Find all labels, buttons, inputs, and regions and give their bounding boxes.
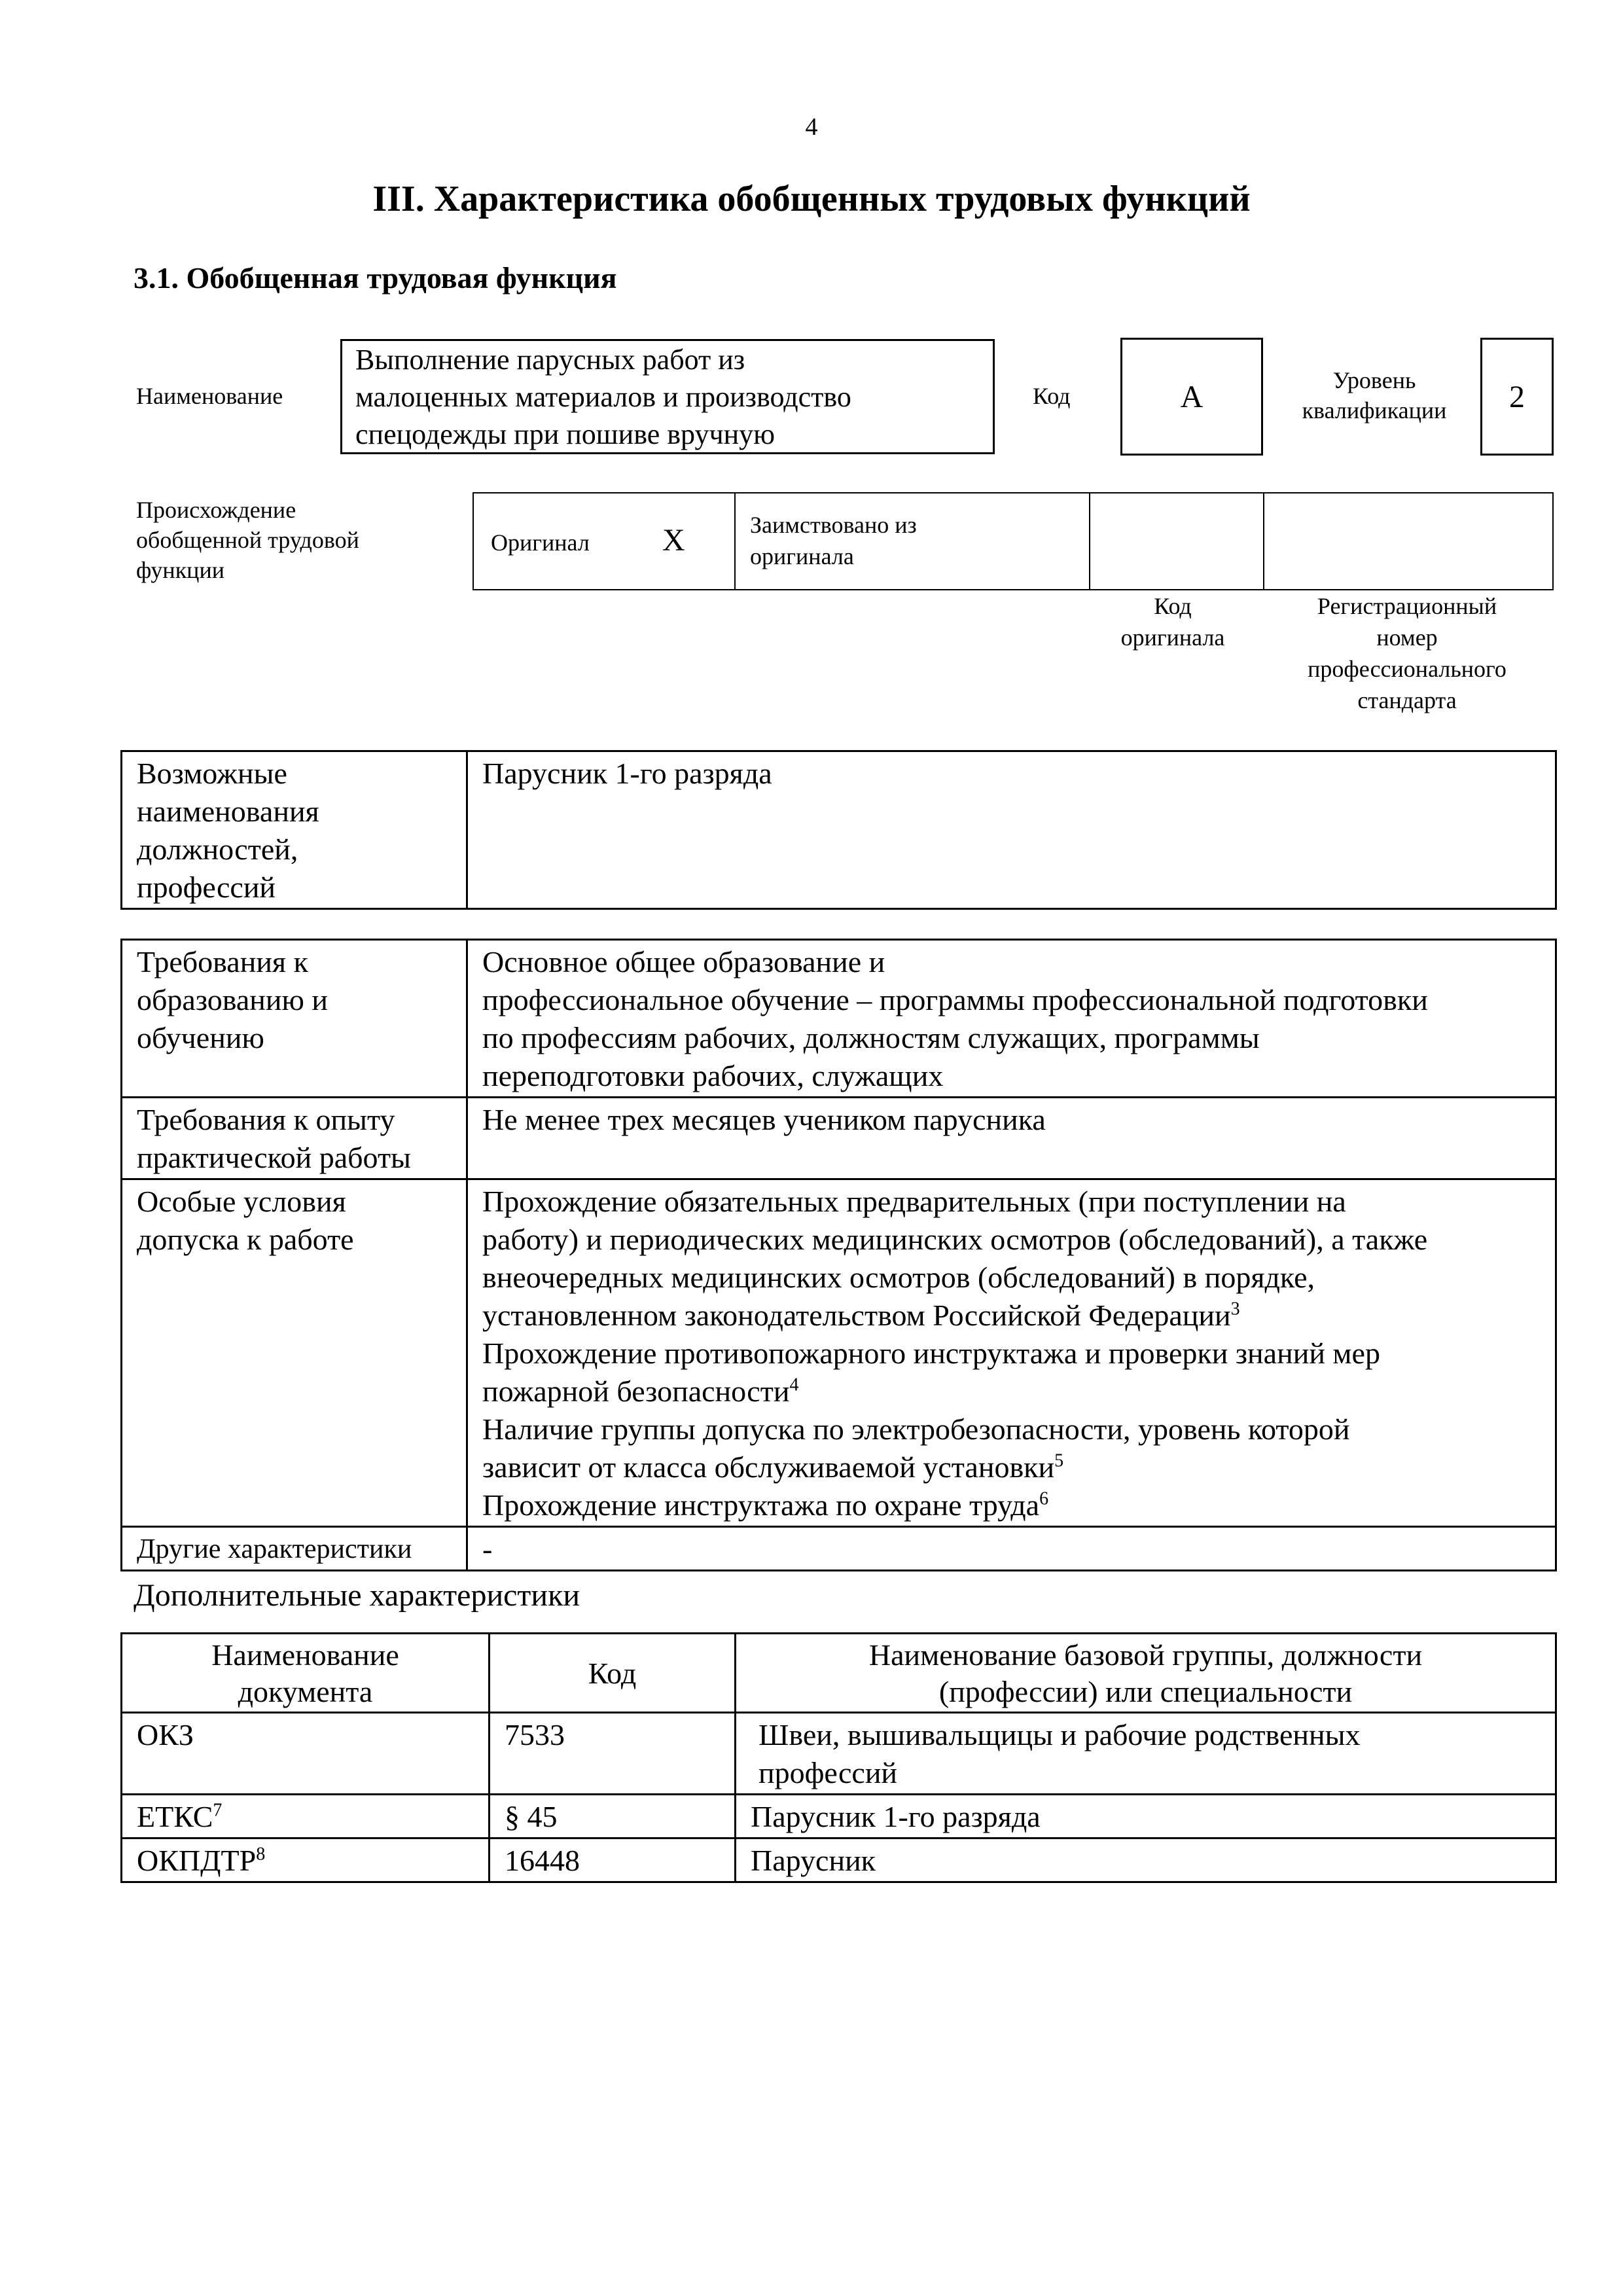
name-label: Наименование bbox=[136, 383, 283, 409]
positions-label-line: профессий bbox=[137, 870, 276, 904]
name-cell bbox=[736, 1713, 1556, 1795]
column-header-document bbox=[122, 1634, 490, 1713]
positions-label-line: Возможные bbox=[137, 757, 287, 790]
doc-cell bbox=[122, 1839, 490, 1882]
requirement-label-line: Требования к bbox=[137, 945, 308, 978]
requirement-label-line: Другие характеристики bbox=[137, 1534, 412, 1564]
level-value-box bbox=[1480, 338, 1554, 456]
section-title: III. Характеристика обобщенных трудовых функций bbox=[372, 179, 1251, 219]
function-name-line: Выполнение парусных работ из bbox=[355, 344, 745, 376]
requirement-value bbox=[467, 1098, 1556, 1179]
borrowed-label-line: оригинала bbox=[750, 543, 854, 569]
requirement-value bbox=[467, 940, 1556, 1098]
table-header-row bbox=[122, 1634, 1556, 1713]
column-header-line: (профессии) или специальности bbox=[938, 1675, 1353, 1708]
level-label bbox=[1283, 365, 1466, 425]
borrowed-label-line: Заимствовано из bbox=[750, 512, 917, 538]
original-mark: Х bbox=[662, 523, 685, 558]
doc-cell bbox=[122, 1713, 490, 1795]
function-name-line: малоценных материалов и производство bbox=[355, 381, 851, 413]
origin-label-line: Происхождение bbox=[136, 497, 296, 523]
requirement-value-line: по профессиям рабочих, должностям служащих, программы bbox=[482, 1021, 1260, 1054]
requirement-value-text: установленном законодательством Российской Федерации bbox=[482, 1299, 1231, 1332]
requirement-label bbox=[122, 1098, 467, 1179]
positions-value: Парусник 1-го разряда bbox=[467, 751, 1556, 909]
requirement-label bbox=[122, 1527, 467, 1571]
origin-label-line: функции bbox=[136, 557, 224, 583]
positions-table bbox=[120, 750, 1557, 910]
requirement-value bbox=[467, 1527, 1556, 1571]
footnote-ref: 6 bbox=[1039, 1488, 1049, 1509]
level-label-line: квалификации bbox=[1302, 397, 1447, 423]
requirement-value-line bbox=[482, 1448, 1541, 1486]
requirement-value-line: профессиональное обучение – программы профессиональной подготовки bbox=[482, 983, 1428, 1016]
table-row bbox=[122, 1179, 1556, 1527]
code-label: Код bbox=[1033, 383, 1071, 409]
function-name-box bbox=[340, 339, 995, 454]
doc-name: ЕТКС bbox=[137, 1800, 213, 1833]
subsection-title: 3.1. Обобщенная трудовая функция bbox=[134, 261, 617, 295]
requirement-label-line: Особые условия bbox=[137, 1185, 346, 1218]
registration-number-caption bbox=[1263, 590, 1551, 716]
code-cell: 7533 bbox=[490, 1713, 736, 1795]
requirement-label-line: обучению bbox=[137, 1021, 264, 1054]
original-code-caption-line: оригинала bbox=[1120, 624, 1225, 651]
doc-name: ОКЗ bbox=[137, 1718, 194, 1751]
name-cell bbox=[736, 1795, 1556, 1839]
requirement-value-text: зависит от класса обслуживаемой установки bbox=[482, 1450, 1055, 1484]
name-line: Парусник 1-го разряда bbox=[751, 1800, 1041, 1833]
borrowed-label bbox=[750, 509, 917, 572]
requirements-table bbox=[120, 939, 1557, 1571]
requirement-value-line bbox=[482, 1372, 1541, 1410]
footnote-ref: 5 bbox=[1054, 1450, 1064, 1471]
requirement-value bbox=[467, 1179, 1556, 1527]
name-line: Парусник bbox=[751, 1844, 876, 1877]
requirement-value-text: пожарной безопасности bbox=[482, 1374, 790, 1408]
requirement-value-line: Наличие группы допуска по электробезопасности, уровень которой bbox=[482, 1412, 1350, 1446]
table-row bbox=[122, 751, 1556, 909]
original-code-caption bbox=[1088, 590, 1258, 653]
code-value-box bbox=[1120, 338, 1263, 456]
requirement-label-line: допуска к работе bbox=[137, 1223, 354, 1256]
doc-cell bbox=[122, 1795, 490, 1839]
positions-label-line: наименования bbox=[137, 795, 319, 828]
requirement-value-line: - bbox=[482, 1532, 493, 1566]
table-row bbox=[122, 1839, 1556, 1882]
footnote-ref: 8 bbox=[256, 1844, 266, 1865]
additional-title: Дополнительные характеристики bbox=[134, 1578, 580, 1613]
code-cell: § 45 bbox=[490, 1795, 736, 1839]
additional-table bbox=[120, 1632, 1557, 1883]
function-name-line: спецодежды при пошиве вручную bbox=[355, 418, 776, 450]
requirement-label-line: образованию и bbox=[137, 983, 328, 1016]
requirement-value-line: Не менее трех месяцев учеником парусника bbox=[482, 1103, 1046, 1136]
requirement-value-line bbox=[482, 1486, 1541, 1524]
column-header-line: документа bbox=[238, 1675, 373, 1708]
requirement-label bbox=[122, 940, 467, 1098]
positions-label-line: должностей, bbox=[137, 833, 298, 866]
table-row bbox=[122, 940, 1556, 1098]
page-number: 4 bbox=[805, 113, 818, 141]
origin-label bbox=[136, 495, 359, 585]
column-header-line: Наименование bbox=[211, 1638, 399, 1672]
original-label: Оригинал bbox=[491, 529, 590, 556]
column-header-name bbox=[736, 1634, 1556, 1713]
name-line: Швеи, вышивальщицы и рабочие родственных bbox=[758, 1718, 1361, 1751]
requirement-value-line: Прохождение обязательных предварительных (при поступлении на bbox=[482, 1185, 1346, 1218]
column-header-code: Код bbox=[490, 1634, 736, 1713]
name-cell bbox=[736, 1839, 1556, 1882]
registration-caption-line: профессионального bbox=[1308, 656, 1507, 682]
original-code-caption-line: Код bbox=[1154, 593, 1192, 619]
footnote-ref: 7 bbox=[213, 1800, 223, 1821]
table-row bbox=[122, 1527, 1556, 1571]
footnote-ref: 3 bbox=[1230, 1299, 1240, 1319]
table-row bbox=[122, 1098, 1556, 1179]
requirement-value-line: внеочередных медицинских осмотров (обследований) в порядке, bbox=[482, 1261, 1315, 1294]
code-cell: 16448 bbox=[490, 1839, 736, 1882]
requirement-label-line: практической работы bbox=[137, 1141, 411, 1174]
registration-caption-line: Регистрационный bbox=[1317, 593, 1497, 619]
registration-caption-line: номер bbox=[1376, 624, 1438, 651]
table-row bbox=[122, 1795, 1556, 1839]
requirement-value-line: Основное общее образование и bbox=[482, 945, 885, 978]
requirement-value-line: работу) и периодических медицинских осмотров (обследований), а также bbox=[482, 1223, 1428, 1256]
column-header-line: Наименование базовой группы, должности bbox=[868, 1638, 1423, 1672]
doc-name: ОКПДТР bbox=[137, 1844, 257, 1877]
requirement-value-line: переподготовки рабочих, служащих bbox=[482, 1059, 944, 1092]
name-line: профессий bbox=[758, 1756, 898, 1789]
code-value: А bbox=[1180, 379, 1204, 414]
registration-caption-line: стандарта bbox=[1357, 687, 1457, 713]
requirement-value-line bbox=[482, 1297, 1541, 1335]
footnote-ref: 4 bbox=[789, 1374, 799, 1395]
origin-table bbox=[473, 492, 1554, 590]
requirement-value-line: Прохождение противопожарного инструктажа и проверки знаний мер bbox=[482, 1336, 1380, 1370]
table-row bbox=[122, 1713, 1556, 1795]
level-label-line: Уровень bbox=[1332, 367, 1416, 393]
level-value: 2 bbox=[1509, 379, 1525, 414]
requirement-value-text: Прохождение инструктажа по охране труда bbox=[482, 1488, 1040, 1522]
requirement-label-line: Требования к опыту bbox=[137, 1103, 395, 1136]
requirement-label bbox=[122, 1179, 467, 1527]
positions-label bbox=[122, 751, 467, 909]
origin-label-line: обобщенной трудовой bbox=[136, 527, 359, 553]
